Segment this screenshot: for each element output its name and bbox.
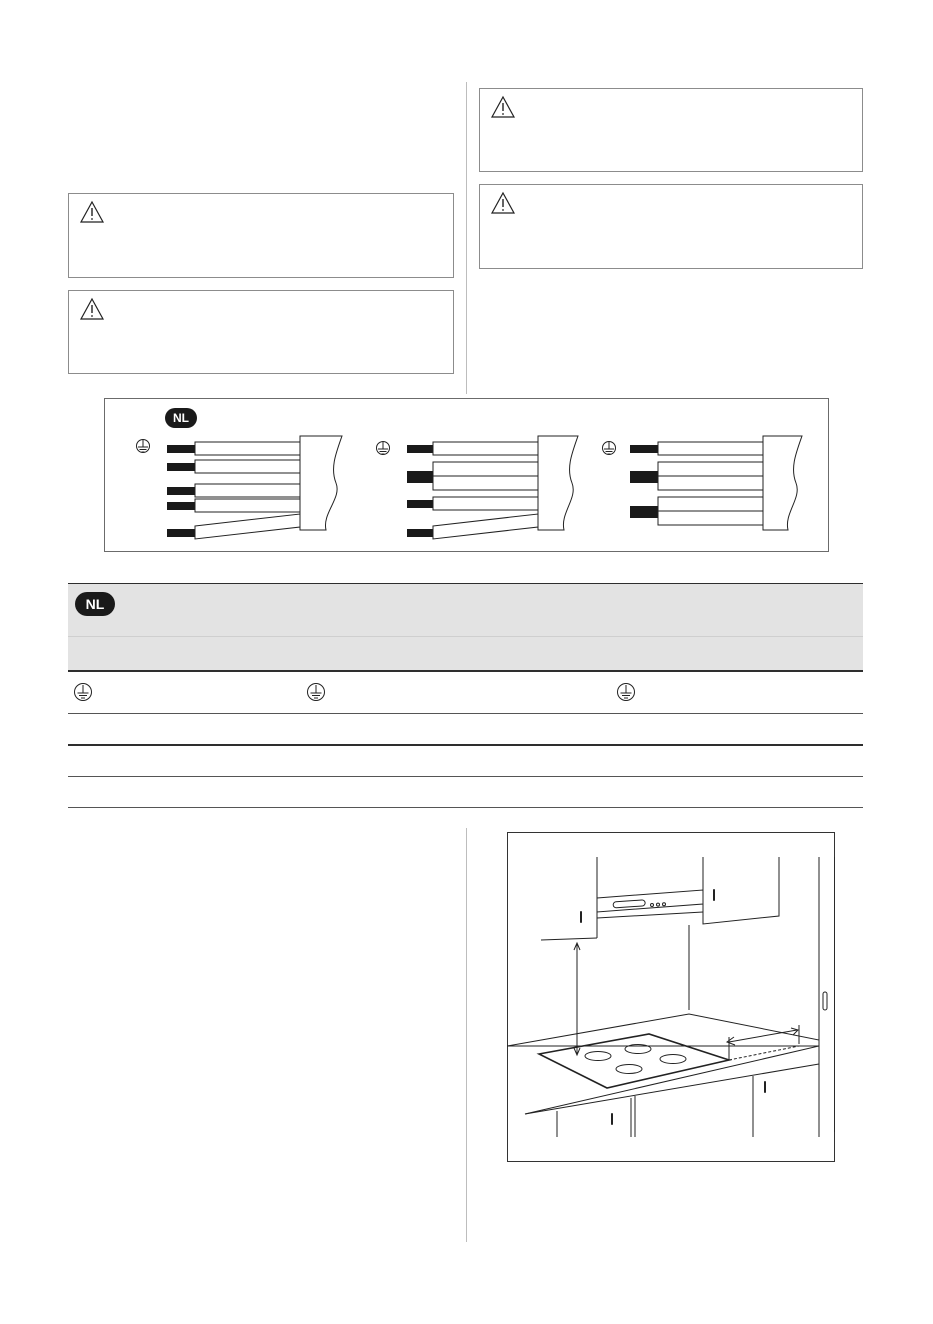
- table-rule: [68, 744, 863, 746]
- warning-box-4: [479, 184, 863, 269]
- table-rule: [68, 776, 863, 777]
- warning-triangle-icon: [490, 191, 516, 215]
- table-rule: [68, 807, 863, 808]
- table-header-row-1: [68, 583, 863, 636]
- installation-illustration: [507, 832, 835, 1162]
- warning-box-2: [68, 290, 454, 374]
- table-rule: [68, 583, 863, 584]
- cable-1: [167, 436, 342, 539]
- warning-box-1: [68, 193, 454, 278]
- table-header-row-2: [68, 637, 863, 670]
- nl-badge: NL: [165, 408, 197, 428]
- table-rule: [68, 713, 863, 714]
- cable-2: [407, 436, 578, 539]
- column-divider-bottom: [466, 828, 467, 1242]
- column-divider-top: [466, 82, 467, 394]
- earth-ground-icon: [377, 442, 390, 455]
- warning-box-3: [479, 88, 863, 172]
- cable-3: [630, 436, 802, 530]
- earth-ground-icon: [603, 442, 616, 455]
- warning-triangle-icon: [490, 95, 516, 119]
- earth-ground-icon: [73, 682, 93, 702]
- earth-ground-icon: [306, 682, 326, 702]
- earth-ground-icon: [137, 440, 150, 453]
- table-rule: [68, 670, 863, 672]
- earth-ground-icon: [616, 682, 636, 702]
- warning-triangle-icon: [79, 297, 105, 321]
- cable-diagram-drawing: [104, 398, 829, 552]
- table-nl-badge: NL: [75, 592, 115, 616]
- warning-triangle-icon: [79, 200, 105, 224]
